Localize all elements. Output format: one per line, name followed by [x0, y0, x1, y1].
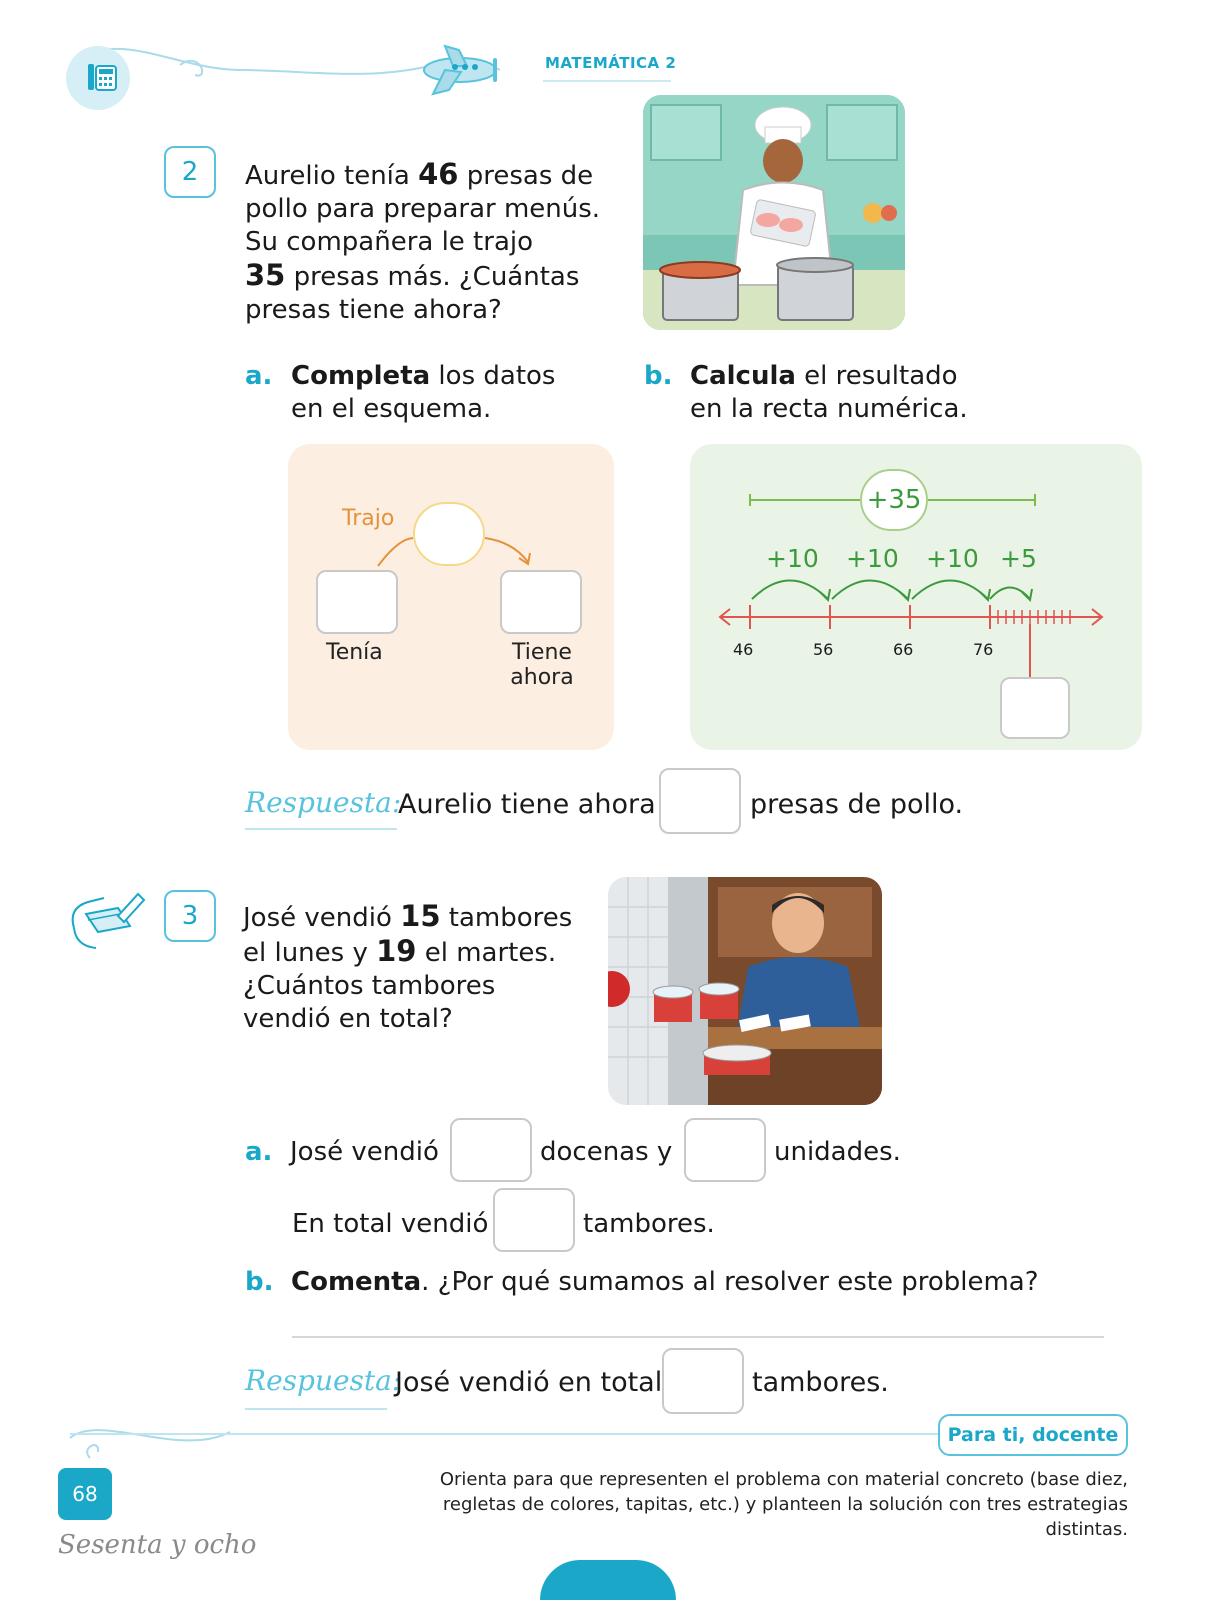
scheme-label-trajo: Trajo — [342, 506, 395, 531]
problem-3-number: 3 — [164, 890, 216, 942]
answer-3-text-before: José vendió en total — [395, 1367, 663, 1398]
calculator-icon — [66, 46, 130, 110]
problem-3-part-a-text-3: unidades. — [774, 1137, 901, 1167]
page-number-words: Sesenta y ocho — [58, 1530, 257, 1560]
problem-3-part-a-text-5: tambores. — [583, 1209, 715, 1239]
tick-label-56: 56 — [813, 640, 834, 659]
unidades-input[interactable] — [684, 1118, 766, 1182]
total-tambores-input[interactable] — [493, 1188, 575, 1252]
answer-2-underline — [245, 828, 397, 830]
chef-illustration — [643, 95, 905, 330]
drum-seller-illustration — [608, 877, 882, 1105]
problem-3-part-a-letter: a. — [245, 1137, 273, 1167]
problem-2-part-b-instruction: b. Calcula el resultado en la recta numérica. — [644, 361, 968, 424]
jump-label-1: +10 — [766, 544, 819, 573]
answer-3-label: Respuesta: — [245, 1364, 402, 1397]
teacher-note: Orienta para que representen el problema con material concreto (base diez, regletas de colores, tapitas, etc.) y planteen la solución con tres estrategias distintas. — [439, 1469, 1128, 1540]
bottom-tab — [540, 1560, 676, 1600]
tick-label-46: 46 — [733, 640, 754, 659]
answer-2-text-before: Aurelio tiene ahora — [398, 789, 656, 820]
writing-activity-icon — [68, 888, 148, 958]
tick-label-76: 76 — [973, 640, 994, 659]
docenas-input[interactable] — [450, 1118, 532, 1182]
jump-label-4: +5 — [1000, 544, 1037, 573]
footer-rule — [70, 1433, 938, 1435]
answer-2-label: Respuesta: — [245, 786, 402, 819]
numberline-result-input[interactable] — [1000, 677, 1070, 739]
airplane-icon — [415, 38, 505, 102]
answer-2-text-after: presas de pollo. — [750, 789, 964, 820]
jump-label-2: +10 — [846, 544, 899, 573]
scheme-input-tiene-ahora[interactable] — [500, 570, 582, 634]
answer-3-input[interactable] — [662, 1348, 744, 1414]
problem-3-part-b-instruction: b. Comenta. ¿Por qué sumamos al resolver este problema? — [245, 1267, 1039, 1297]
teacher-badge: Para ti, docente — [938, 1414, 1128, 1456]
tick-label-66: 66 — [893, 640, 914, 659]
answer-3-underline — [245, 1408, 387, 1410]
scheme-label-tenia: Tenía — [326, 640, 383, 665]
numberline-total-jump: +35 — [860, 469, 928, 531]
jump-label-3: +10 — [926, 544, 979, 573]
problem-3-statement: José vendió 15 tambores el lunes y 19 el martes. ¿Cuántos tambores vendió en total? — [243, 899, 573, 1034]
problem-3-part-a-text-1: José vendió — [290, 1137, 439, 1167]
scheme-input-tenia[interactable] — [316, 570, 398, 634]
problem-2-part-a-instruction: a. Completa los datos en el esquema. — [245, 361, 556, 424]
problem-2-number: 2 — [164, 146, 216, 198]
comment-line[interactable] — [292, 1336, 1104, 1338]
answer-3-text-after: tambores. — [752, 1367, 889, 1398]
problem-2-statement: Aurelio tenía 46 presas de pollo para preparar menús. Su compañera le trajo 35 presas más. ¿Cuántas presas tiene ahora? — [245, 157, 601, 325]
page-number: 68 — [58, 1468, 112, 1520]
scheme-panel — [288, 444, 614, 750]
problem-3-part-a-text-2: docenas y — [540, 1137, 673, 1167]
subject-underline — [543, 80, 671, 82]
numberline-panel — [690, 444, 1142, 750]
subject-title: MATEMÁTICA 2 — [545, 54, 677, 72]
answer-2-input[interactable] — [659, 768, 741, 834]
scheme-label-tiene-ahora: Tiene ahora — [510, 640, 574, 690]
problem-3-part-a-text-4: En total vendió — [292, 1209, 489, 1239]
header — [0, 0, 1215, 110]
